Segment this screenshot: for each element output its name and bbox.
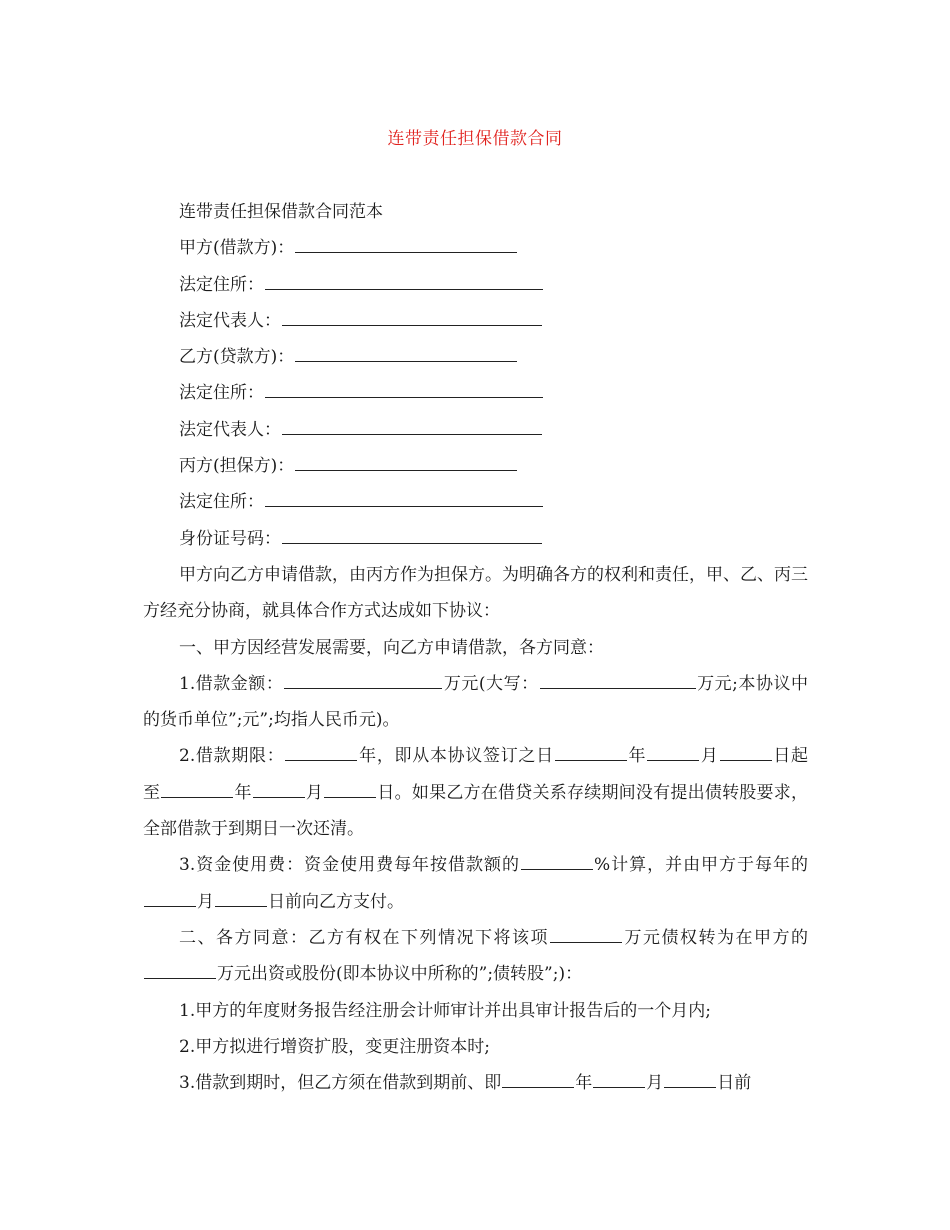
item-1-label: 1.借款金额： [179, 673, 284, 694]
item-3-text-d: 日前向乙方支付。 [268, 891, 404, 912]
item-2-end-day-blank [324, 796, 376, 798]
item-2-text-d: 月 [700, 746, 719, 767]
item-2-text-h: 日。如果乙方在借贷关系存续期间没有提出债转股要求，全部借款于到期日一次还清。 [143, 782, 809, 840]
party-a-line [143, 230, 808, 266]
party-a-label: 甲方(借款方)： [179, 238, 295, 259]
party-b-label: 乙方(贷款方)： [179, 347, 295, 368]
party-b-blank [295, 360, 517, 362]
condition-1-text: 1.甲方的年度财务报告经注册会计师审计并出具审计报告后的一个月内; [179, 1000, 711, 1021]
item-1-paragraph [143, 666, 808, 739]
party-a-address-label: 法定住所： [179, 274, 264, 295]
condition-2-text: 2.甲方拟进行增资扩股，变更注册资本时; [179, 1036, 490, 1057]
item-2-label: 2.借款期限： [179, 746, 285, 767]
item-2-start-day-blank [720, 759, 772, 761]
condition-2-line [143, 1029, 808, 1065]
party-b-rep-line [143, 412, 808, 448]
section-2-paragraph [143, 920, 808, 993]
section-2-text-a: 二、各方同意：乙方有权在下列情况下将该项 [179, 927, 549, 948]
item-3-label: 3.资金使用费：资金使用费每年按借款额的 [179, 855, 520, 876]
party-b-address-line [143, 375, 808, 411]
party-c-address-blank [265, 505, 543, 507]
document-body [143, 194, 808, 1101]
document-title: 连带责任担保借款合同 [387, 129, 563, 149]
intro-paragraph [143, 557, 808, 630]
item-2-text-g: 月 [305, 782, 324, 803]
condition-3-year-blank [502, 1086, 574, 1088]
item-2-text-b: 年，即从本协议签订之日 [358, 746, 554, 767]
party-b-address-label: 法定住所： [179, 383, 264, 404]
section-1-heading [143, 630, 808, 666]
party-a-address-blank [265, 288, 543, 290]
party-a-address-line [143, 267, 808, 303]
item-3-paragraph [143, 847, 808, 920]
condition-1-line [143, 993, 808, 1029]
party-c-address-line [143, 484, 808, 520]
party-c-label: 丙方(担保方)： [179, 456, 295, 477]
item-3-text-b: %计算，并由甲方于每年的 [593, 855, 808, 876]
item-2-end-year-blank [161, 796, 233, 798]
party-a-rep-blank [282, 324, 542, 326]
party-c-line [143, 448, 808, 484]
item-3-month-blank [144, 905, 196, 907]
item-1-uppercase-blank [540, 687, 696, 689]
section-2-text-c: 万元出资或股份(即本协议中所称的”;债转股”;)： [217, 964, 583, 985]
subtitle-text: 连带责任担保借款合同范本 [179, 202, 383, 222]
item-2-text-f: 年 [234, 782, 252, 803]
party-b-line [143, 339, 808, 375]
party-c-id-blank [282, 542, 542, 544]
item-3-day-blank [215, 905, 267, 907]
condition-3-day-blank [664, 1086, 716, 1088]
item-2-start-year-blank [555, 759, 627, 761]
condition-3-text-b: 年 [575, 1073, 593, 1094]
subtitle-line [143, 194, 808, 230]
item-1-amount-blank [284, 687, 442, 689]
intro-text: 甲方向乙方申请借款，由丙方作为担保方。为明确各方的权利和责任，甲、乙、丙三方经充分协商，就具体合作方式达成如下协议： [143, 564, 808, 622]
section-2-debt-blank [550, 941, 622, 943]
party-b-address-blank [265, 396, 543, 398]
party-a-rep-label: 法定代表人： [179, 310, 281, 331]
item-1-text-c: 万元;本协议中的货币单位”;元”;均指人民币元)。 [143, 673, 808, 731]
item-2-text-c: 年 [627, 746, 647, 767]
section-2-equity-blank [144, 977, 216, 979]
party-c-blank [295, 469, 517, 471]
party-b-rep-label: 法定代表人： [179, 419, 281, 440]
party-c-id-line [143, 521, 808, 557]
condition-3-text-c: 月 [646, 1073, 664, 1094]
party-c-address-label: 法定住所： [179, 492, 264, 513]
party-b-rep-blank [282, 433, 542, 435]
item-1-text-b: 万元(大写： [443, 673, 539, 694]
condition-3-text-a: 3.借款到期时，但乙方须在借款到期前、即 [179, 1073, 502, 1094]
section-2-text-b: 万元债权转为在甲方的 [623, 927, 808, 948]
condition-3-line [143, 1065, 808, 1101]
item-2-end-month-blank [253, 796, 305, 798]
item-2-years-blank [285, 759, 357, 761]
section-1-text: 一、甲方因经营发展需要，向乙方申请借款，各方同意： [179, 637, 604, 658]
item-3-rate-blank [521, 868, 593, 870]
condition-3-month-blank [593, 1086, 645, 1088]
item-2-start-month-blank [647, 759, 699, 761]
party-a-blank [295, 251, 517, 253]
party-a-rep-line [143, 303, 808, 339]
item-2-text-e: 日起至 [143, 746, 809, 803]
item-2-paragraph [143, 738, 808, 847]
item-3-text-c: 月 [197, 891, 214, 912]
condition-3-text-d: 日前 [717, 1073, 752, 1094]
party-c-id-label: 身份证号码： [179, 528, 281, 549]
